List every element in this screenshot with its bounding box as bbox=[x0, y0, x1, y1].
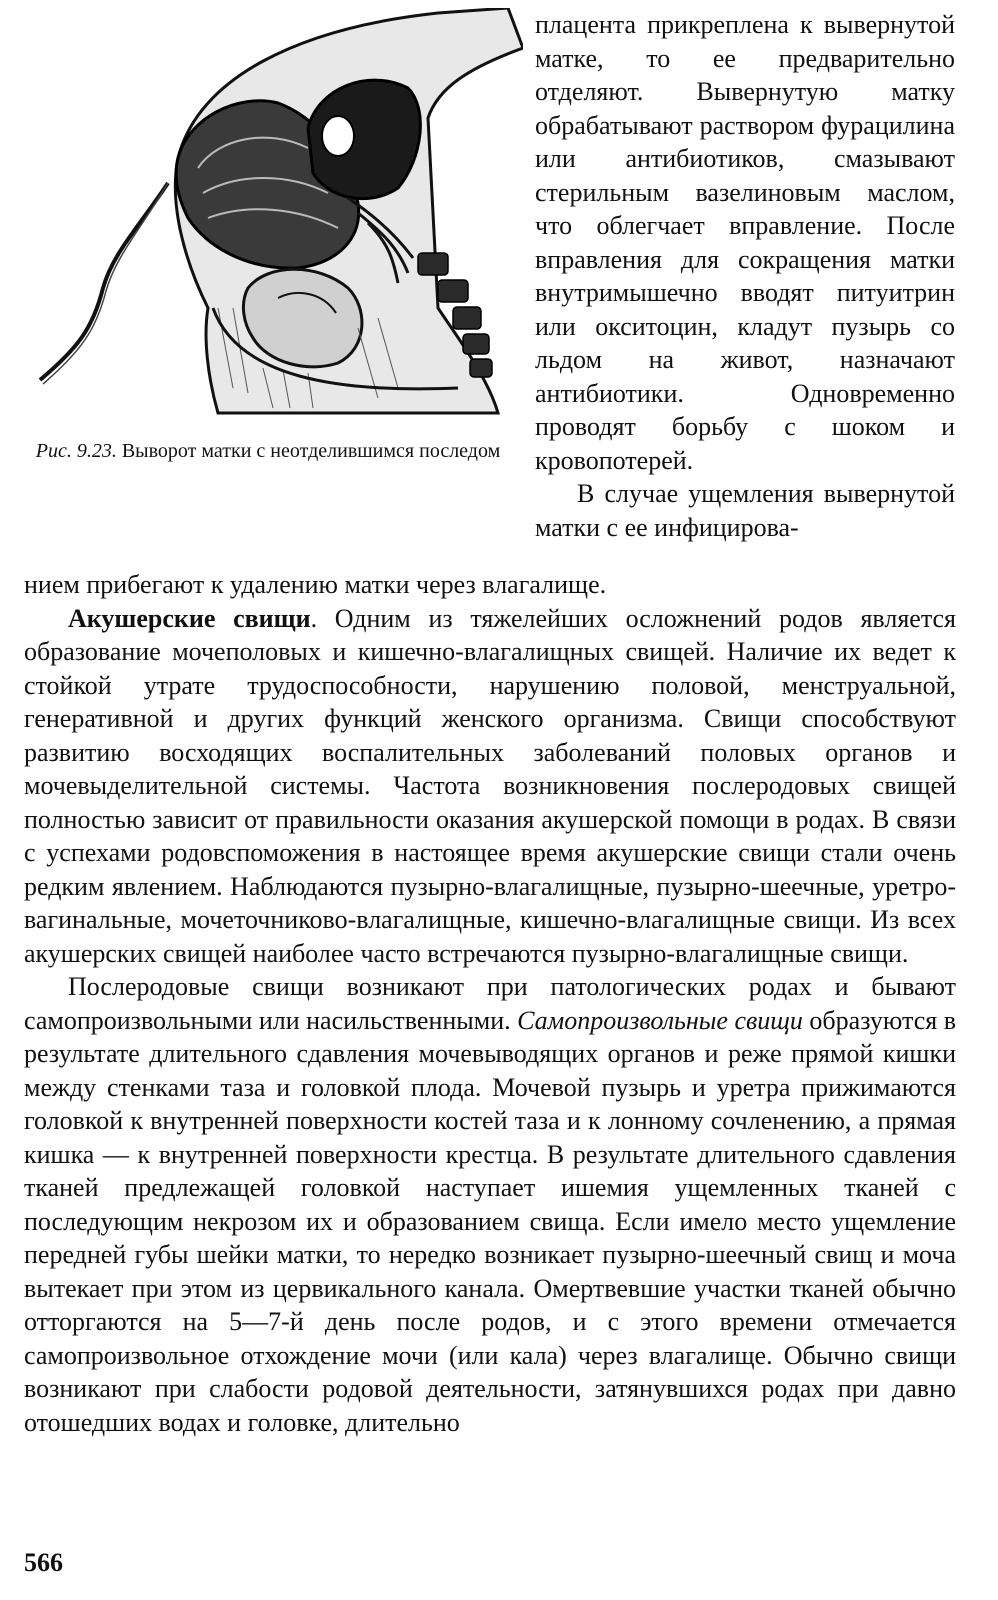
section-heading: Акушерские свищи bbox=[68, 603, 311, 633]
italic-term: Самопроизвольные свищи bbox=[517, 1005, 803, 1035]
figure-uterus-inversion bbox=[18, 8, 523, 428]
main-text bbox=[24, 568, 956, 1439]
paragraph-side-2: В случае ущемления вывернутой матки с ее инфицирова- bbox=[535, 479, 955, 542]
figure-caption bbox=[18, 438, 518, 464]
page-number: 566 bbox=[24, 1548, 63, 1577]
paragraph-text-start: Послеродовые свищи возникают при патологических родах и бывают самопроизвольными или насильственными. bbox=[24, 972, 956, 1035]
paragraph-text: . Одним из тяжелейших осложнений родов является образование мочеполовых и кишечно-влагалищных свищей. Наличие их ведет к стойкой утрате трудоспособности, нарушению половой, менструальной, генеративной и других функций женского организма. Свищи способствуют развитию восходящих воспалительных заболеваний половых органов и мочевыделительной системы. Частота возникновения послеродовых свищей полностью зависит от правильности оказания акушерской помощи в родах. В связи с успехами родовспоможения в настоящее время акушерские свищи стали очень редким явлением. Наблюдаются пузырно-влагалищные, пузырно-шеечные, уретро-вагинальные, мочеточниково-влагалищные, кишечно-влагалищные свищи. Из всех акушерских свищей наиболее часто встречаются пузырно-влагалищные свищи. bbox=[24, 603, 956, 968]
paragraph-text-rest: образуются в результате длительного сдавления мочевыводящих органов и реже прямой кишки между стенками таза и головкой плода. Мочевой пузырь и уретра прижимаются головкой к внутренней поверхности костей таза и к лонному сочленению, а прямая кишка — к внутренней поверхности крестца. В результате длительного сдавления тканей предлежащей головкой наступает ишемия ущемленных тканей с последующим некрозом их и образованием свища. Если имело место ущемление передней губы шейки матки, то нередко возникает пузырно-шеечный свищ и моча вытекает при этом из цервикального канала. Омертвевшие участки тканей обычно отторгаются на 5—7-й день после родов, и с этого времени отмечается самопроизвольное отхождение мочи (или кала) через влагалище. Обычно свищи возникают при слабости родовой деятельности, затянувшихся родах при давно отошедших водах и головке, длительно bbox=[24, 1005, 956, 1437]
paragraph-side-1: плацента прикреплена к вывернутой матке, то ее предварительно отделяют. Вывернутую матку обрабатывают раствором фурацилина или антибиотиков, смазывают стерильным вазелиновым маслом, что облегчает вправление. После вправления для сокращения матки внутримышечно вводят питуитрин или окситоцин, кладут пузырь со льдом на живот, назначают антибиотики. Одновременно проводят борьбу с шоком и кровопотерей. bbox=[535, 10, 955, 475]
paragraph-obstetric-fistulas bbox=[24, 602, 956, 971]
side-column-text bbox=[535, 8, 955, 544]
paragraph-continuation: нием прибегают к удалению матки через влагалище. bbox=[24, 570, 607, 599]
figure-caption-label: Рис. 9.23. bbox=[35, 440, 117, 462]
uterus-inversion-illustration-icon bbox=[18, 8, 523, 428]
paragraph-postpartum-fistulas bbox=[24, 970, 956, 1439]
figure-caption-text: Выворот матки с неотделившимся последом bbox=[121, 440, 501, 462]
